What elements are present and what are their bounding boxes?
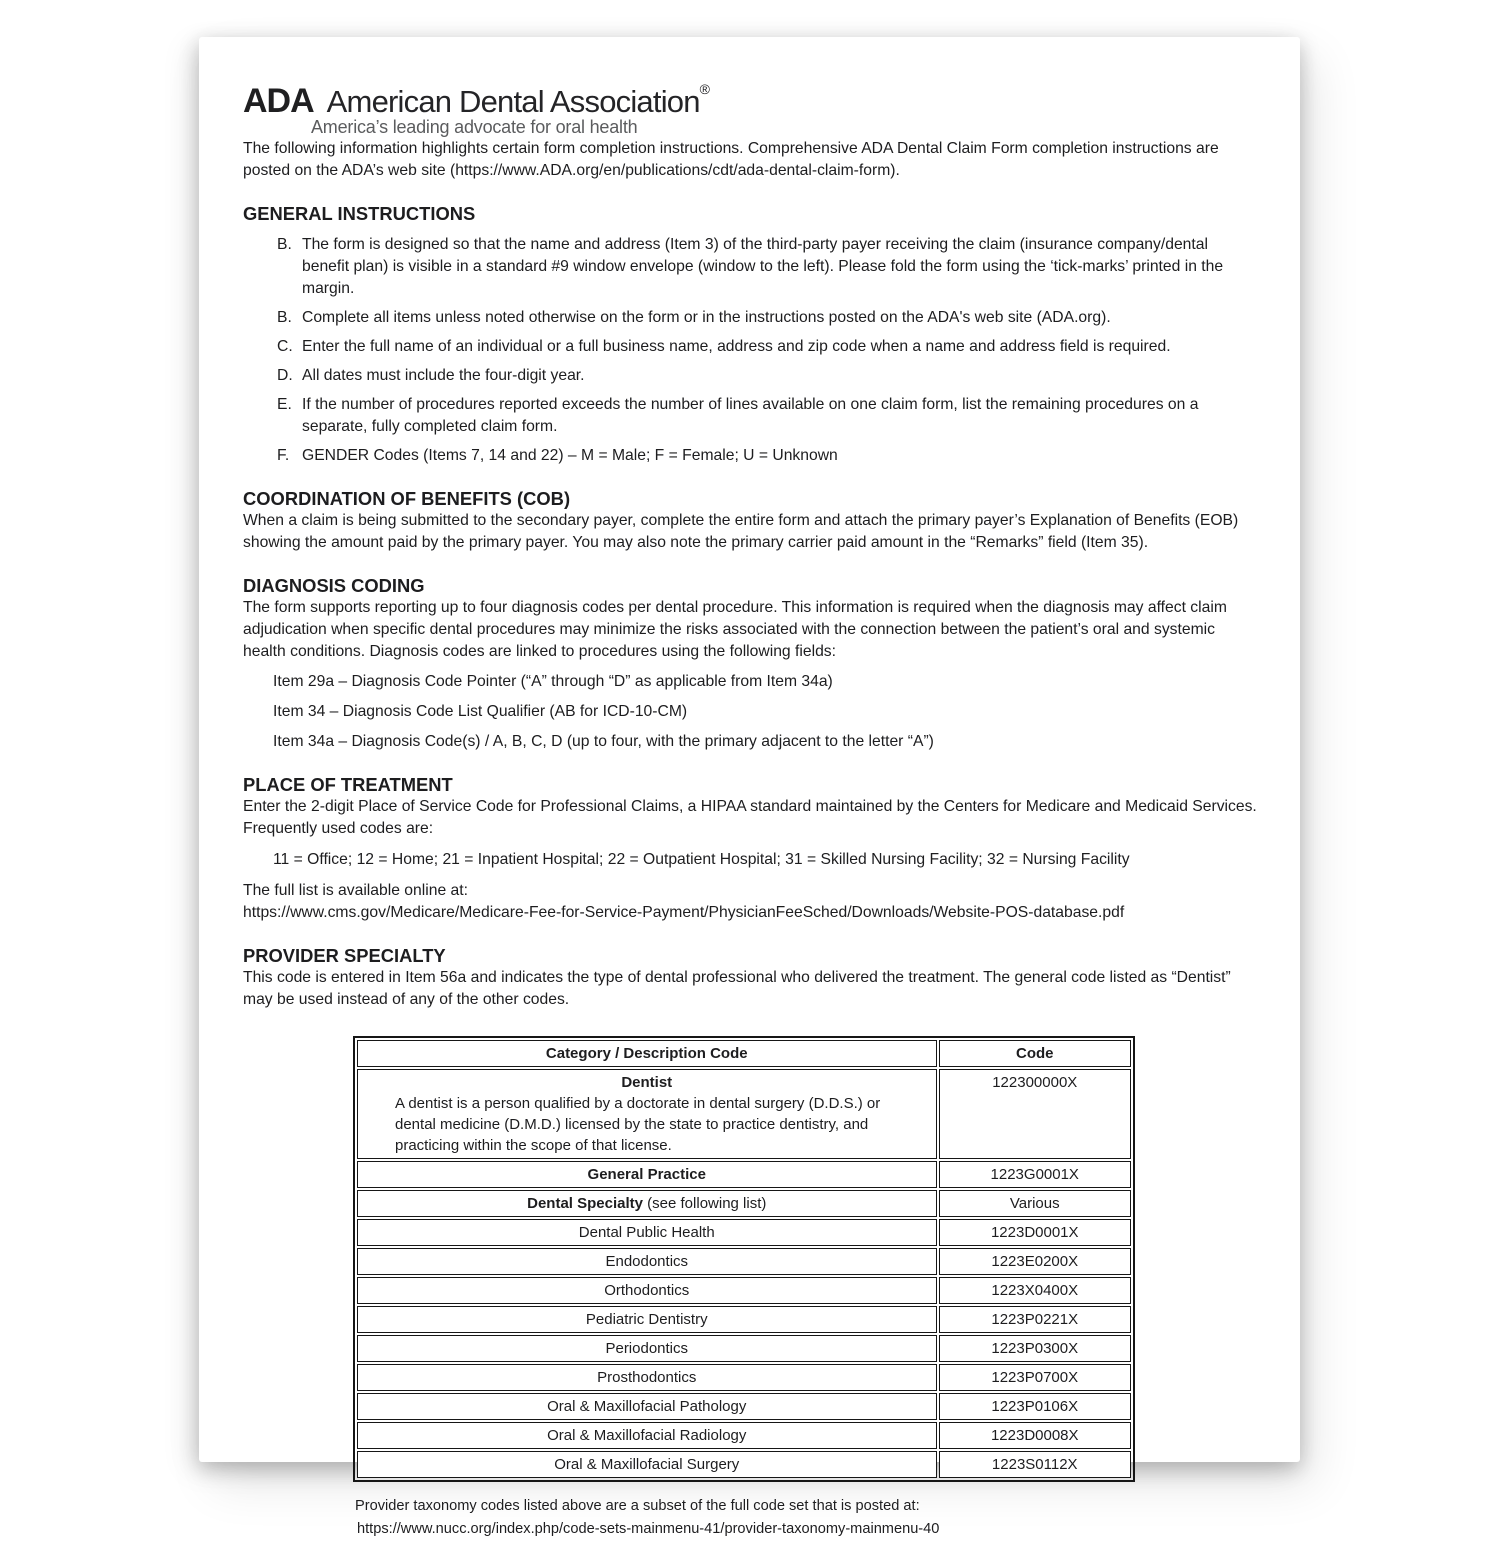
instruction-item: [277, 365, 1258, 387]
specialty-label-cell: Pediatric Dentistry: [357, 1306, 937, 1333]
dental-specialty-code-cell: Various: [939, 1190, 1132, 1217]
diagnosis-item-29a: Item 29a – Diagnosis Code Pointer (“A” through “D” as applicable from Item 34a): [273, 673, 833, 690]
item-text: Enter the full name of an individual or a full business name, address and zip code when a name and address field is required.: [302, 338, 1171, 355]
logo-name-text: American Dental Association: [326, 84, 700, 119]
table-row-specialty: [357, 1248, 1131, 1275]
nucc-url: https://www.nucc.org/index.php/code-sets-mainmenu-41/provider-taxonomy-mainmenu-40: [357, 1521, 940, 1537]
specialty-code-cell: 1223E0200X: [939, 1248, 1132, 1275]
place-codes-line: 11 = Office; 12 = Home; 21 = Inpatient Hospital; 22 = Outpatient Hospital; 31 = Skilled Nursing Facility; 32 = Nursing Facility: [273, 851, 1130, 868]
full-list-label: The full list is available online at:: [243, 882, 468, 899]
item-text: If the number of procedures reported exceeds the number of lines available on one claim form, list the remaining procedures on a separate, fully completed claim form.: [302, 396, 1199, 435]
table-row-specialty: [357, 1451, 1131, 1478]
table-row-specialty: [357, 1277, 1131, 1304]
general-practice-code-cell: 1223G0001X: [939, 1161, 1132, 1188]
logo-tagline: America’s leading advocate for oral health: [311, 117, 638, 137]
diagnosis-heading: DIAGNOSIS CODING: [243, 575, 425, 596]
item-text: Complete all items unless noted otherwise on the form or in the instructions posted on the ADA's web site (ADA.org).: [302, 309, 1111, 326]
item-label: C.: [277, 338, 293, 355]
document-page: [199, 37, 1300, 1537]
item-text: GENDER Codes (Items 7, 14 and 22) – M = Male; F = Female; U = Unknown: [302, 447, 838, 464]
registered-mark-icon: ®: [699, 81, 710, 97]
specialty-label-cell: Periodontics: [357, 1335, 937, 1362]
table-header-category: Category / Description Code: [357, 1040, 937, 1067]
instruction-item: [277, 445, 1258, 467]
general-practice-cell: General Practice: [357, 1161, 937, 1188]
cob-paragraph: When a claim is being submitted to the secondary payer, complete the entire form and attach the primary payer’s Explanation of Benefits (EOB) showing the amount paid by the primary payer. You may also note the primary carrier paid amount in the “Remarks” field (Item 35).: [243, 512, 1239, 551]
cob-heading: COORDINATION OF BENEFITS (COB): [243, 488, 571, 509]
place-paragraph: Enter the 2-digit Place of Service Code for Professional Claims, a HIPAA standard maintained by the Centers for Medicare and Medicaid Services. Frequently used codes are:: [243, 798, 1257, 837]
specialty-code-cell: 1223D0001X: [939, 1219, 1132, 1246]
table-row-specialty: [357, 1306, 1131, 1333]
cms-url: https://www.cms.gov/Medicare/Medicare-Fee-for-Service-Payment/PhysicianFeeSched/Downloads/Website-POS-database.pdf: [243, 904, 1125, 921]
specialty-label-cell: Prosthodontics: [357, 1364, 937, 1391]
item-label: B.: [277, 236, 292, 253]
general-instructions-heading: GENERAL INSTRUCTIONS: [243, 203, 476, 224]
dentist-title: Dentist: [621, 1074, 673, 1091]
table-header-row: [357, 1040, 1131, 1067]
diagnosis-paragraph: The form supports reporting up to four diagnosis codes per dental procedure. This information is required when the diagnosis may affect claim adjudication when specific dental procedures may minimize the risks associated with the connection between the patient’s oral and systemic health conditions. Diagnosis codes are linked to procedures using the following fields:: [243, 599, 1227, 660]
dental-specialty-cell: [357, 1190, 937, 1217]
specialty-code-cell: 1223S0112X: [939, 1451, 1132, 1478]
instruction-item: [277, 394, 1258, 438]
table-header-code: Code: [939, 1040, 1132, 1067]
specialty-label-cell: Oral & Maxillofacial Pathology: [357, 1393, 937, 1420]
section-provider-specialty: [243, 945, 1258, 1541]
dental-specialty-note: (see following list): [643, 1195, 767, 1212]
instruction-item: [277, 336, 1258, 358]
instruction-item: [277, 307, 1258, 329]
dentist-category-cell: [357, 1069, 937, 1159]
specialty-code-cell: 1223P0700X: [939, 1364, 1132, 1391]
diagnosis-item-34a: Item 34a – Diagnosis Code(s) / A, B, C, D (up to four, with the primary adjacent to the letter “A”): [273, 733, 934, 750]
item-label: E.: [277, 396, 292, 413]
dental-specialty-label: Dental Specialty: [527, 1195, 643, 1212]
item-label: B.: [277, 309, 292, 326]
specialty-label-cell: Oral & Maxillofacial Surgery: [357, 1451, 937, 1478]
section-diagnosis-coding: [243, 575, 1258, 753]
provider-paragraph: This code is entered in Item 56a and indicates the type of dental professional who delivered the treatment. The general code listed as “Dentist” may be used instead of any of the other codes.: [243, 969, 1231, 1008]
place-heading: PLACE OF TREATMENT: [243, 774, 453, 795]
logo-name: [326, 78, 710, 119]
section-general-instructions: [243, 203, 1258, 467]
dentist-code-cell: 122300000X: [939, 1069, 1132, 1159]
table-row-dentist: [357, 1069, 1131, 1159]
logo-abbr: ADA: [243, 82, 314, 120]
table-row-specialty: [357, 1422, 1131, 1449]
item-label: D.: [277, 367, 293, 384]
intro-paragraph: The following information highlights certain form completion instructions. Comprehensive ADA Dental Claim Form completion instructions are posted on the ADA’s web site (https://www.ADA.org/en/publications/cdt/ada-dental-claim-form).: [243, 140, 1219, 179]
item-text: All dates must include the four-digit year.: [302, 367, 585, 384]
logo-row: [243, 78, 1258, 120]
diagnosis-item-34: Item 34 – Diagnosis Code List Qualifier (AB for ICD-10-CM): [273, 703, 688, 720]
specialty-code-cell: 1223P0300X: [939, 1335, 1132, 1362]
section-cob: [243, 488, 1258, 554]
specialty-code-cell: 1223D0008X: [939, 1422, 1132, 1449]
provider-heading: PROVIDER SPECIALTY: [243, 945, 446, 966]
instruction-item: [277, 234, 1258, 300]
table-footnote: [355, 1495, 1258, 1541]
ada-logo: [243, 78, 1258, 138]
table-row-general-practice: [357, 1161, 1131, 1188]
table-row-specialty: [357, 1335, 1131, 1362]
page-content: [199, 37, 1300, 1541]
footnote-text: Provider taxonomy codes listed above are a subset of the full code set that is posted at:: [355, 1498, 920, 1514]
table-row-specialty: [357, 1219, 1131, 1246]
instruction-list: [277, 234, 1258, 467]
specialty-code-cell: 1223X0400X: [939, 1277, 1132, 1304]
specialty-label-cell: Endodontics: [357, 1248, 937, 1275]
section-place-of-treatment: [243, 774, 1258, 924]
item-text: The form is designed so that the name and address (Item 3) of the third-party payer receiving the claim (insurance company/dental benefit plan) is visible in a standard #9 window envelope (window to the left). Please fold the form using the ‘tick-marks’ printed in the margin.: [302, 236, 1224, 297]
specialty-code-cell: 1223P0106X: [939, 1393, 1132, 1420]
specialty-label-cell: Dental Public Health: [357, 1219, 937, 1246]
table-row-dental-specialty: [357, 1190, 1131, 1217]
specialty-code-cell: 1223P0221X: [939, 1306, 1132, 1333]
dentist-description: A dentist is a person qualified by a doctorate in dental surgery (D.D.S.) or dental medicine (D.M.D.) licensed by the state to practice dentistry, and practicing within the scope of that license.: [395, 1095, 881, 1154]
specialty-label-cell: Oral & Maxillofacial Radiology: [357, 1422, 937, 1449]
table-row-specialty: [357, 1364, 1131, 1391]
specialty-table: [353, 1036, 1135, 1482]
table-row-specialty: [357, 1393, 1131, 1420]
item-label: F.: [277, 447, 290, 464]
specialty-label-cell: Orthodontics: [357, 1277, 937, 1304]
